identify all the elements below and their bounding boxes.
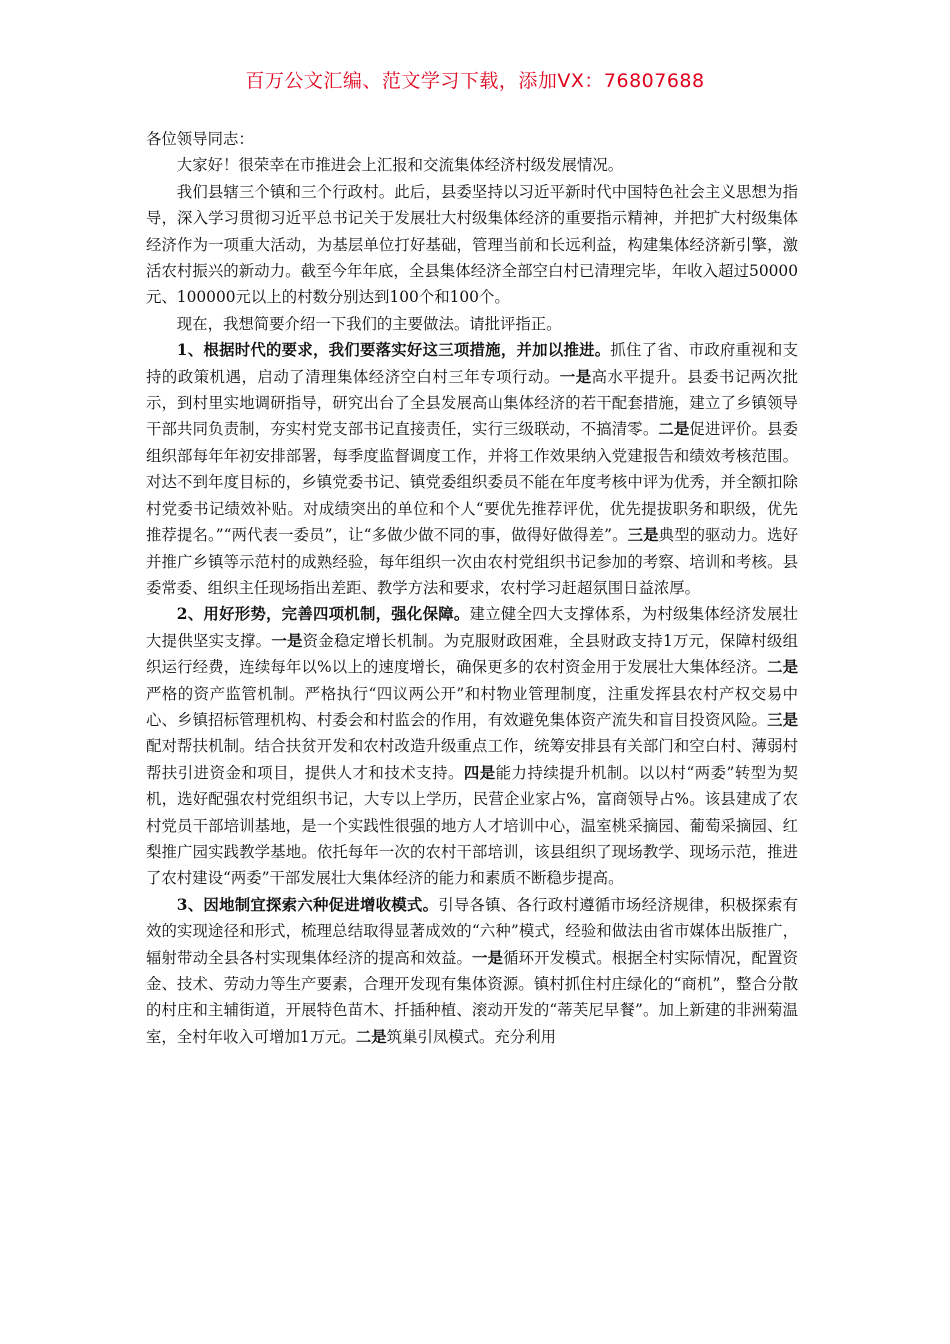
section-2 [146, 601, 798, 891]
section-1-point-1-text: 高水平提升。县委书记两次批示，到村里实地调研指导，研究出台了全县发展高山集体经济的若干配套措施，建立了乡镇领导干部共同负责制，夯实村党支部书记直接责任，实行三级联动，不搞清零。 [146, 367, 798, 439]
section-2-point-4-text: 能力持续提升机制。以以村“两委”转型为契机，选好配强农村党组织书记，大专以上学历，民营企业家占%，富商领导占%。该县建成了农村党员干部培训基地，是一个实践性很强的地方人才培训中心，温室桃采摘园、葡萄采摘园、红梨推广园实践教学基地。依托每年一次的农村干部培训，该县组织了现场教学、现场示范，推进了农村建设“两委”干部发展壮大集体经济的能力和素质不断稳步提高。 [146, 763, 798, 888]
section-2-point-2-text: 严格的资产监管机制。严格执行“四议两公开”和村物业管理制度，注重发挥县农村产权交易中心、乡镇招标管理机构、村委会和村监会的作用，有效避免集体资产流失和盲目投资风险。 [146, 684, 798, 729]
section-1-point-2-marker: 二是 [658, 420, 690, 439]
section-2-heading: 2、用好形势，完善四项机制，强化保障。 [176, 605, 470, 624]
section-2-point-1-text: 资金稳定增长机制。为克服财政困难，全县财政支持1万元，保障村级组织运行经费，连续每年以%以上的速度增长，确保更多的农村资金用于发展壮大集体经济。 [146, 631, 798, 677]
section-2-point-1-marker: 一是 [271, 631, 303, 650]
section-2-point-4-marker: 四是 [463, 763, 496, 782]
section-3-text: 引导各镇、各行政村遵循市场经济规律，积极探索有效的实现途径和形式，梳理总结取得显著成效的“六种”模式，经验和做法由省市媒体出版推广，辐射带动全县各村实现集体经济的提高和效益。 [146, 895, 798, 967]
paragraph-greeting: 大家好！很荣幸在市推进会上汇报和交流集体经济村级发展情况。 [176, 156, 624, 175]
section-3-point-1-marker: 一是 [472, 948, 504, 967]
section-1 [146, 337, 798, 601]
section-2-point-3-marker: 三是 [767, 710, 798, 729]
section-1-text: 抓住了省、市政府重视和支持的政策机遇，启动了清理集体经济空白村三年专项行动。 [146, 341, 798, 386]
section-3 [146, 892, 798, 1050]
paragraph-overview: 我们县辖三个镇和三个行政村。此后，县委坚持以习近平新时代中国特色社会主义思想为指导，深入学习贯彻习近平总书记关于发展壮大村级集体经济的重要指示精神，并把扩大村级集体经济作为一项重大活动，为基层单位打好基础，管理当前和长远利益，构建集体经济新引擎，激活农村振兴的新动力。截至今年年底，全县集体经济全部空白村已清理完毕，年收入超过50000元、100000元以上的村数分别达到100个和100个。 [146, 182, 798, 307]
section-1-point-3-text: 典型的驱动力。选好并推广乡镇等示范村的成熟经验，每年组织一次由农村党组织书记参加的考察、培训和考核。县委常委、组织主任现场指出差距、教学方法和要求，农村学习赶超氛围日益浓厚。 [146, 526, 798, 597]
paragraph-intro: 现在，我想简要介绍一下我们的主要做法。请批评指正。 [176, 314, 562, 333]
section-1-point-3-marker: 三是 [627, 526, 659, 545]
section-3-point-2-marker: 二是 [355, 1027, 387, 1046]
section-3-point-1-text: 循环开发模式。根据全村实际情况，配置资金、技术、劳动力等生产要素，合理开发现有集体资源。镇村抓住村庄绿化的“商机”，整合分散的村庄和主辅街道，开展特色苗木、扦插种植、滚动开发的“蒂芙尼早餐”。加上新建的非洲菊温室，全村年收入可增加1万元。 [146, 948, 798, 1046]
section-1-point-1-marker: 一是 [559, 367, 592, 386]
page-header-banner: 百万公文汇编、范文学习下载，添加VX：76807688 [245, 70, 705, 92]
document-body [146, 126, 798, 1050]
section-1-heading: 1、根据时代的要求，我们要落实好这三项措施，并加以推进。 [176, 341, 611, 360]
section-3-heading: 3、因地制宜探索六种促进增收模式。 [176, 895, 439, 914]
section-2-point-3-text: 配对帮扶机制。结合扶贫开发和农村改造升级重点工作，统筹安排县有关部门和空白村、薄弱村帮扶引进资金和项目，提供人才和技术支持。 [146, 737, 798, 782]
salutation: 各位领导同志： [146, 130, 254, 148]
section-1-point-2-text: 促进评价。县委组织部每年年初安排部署，每季度监督调度工作，并将工作效果纳入党建报告和绩效考核范围。对达不到年度目标的，乡镇党委书记、镇党委组织委员不能在年度考核中评为优秀，并全额扣除村党委书记绩效补贴。对成绩突出的单位和个人“要优先推荐评优，优先提拔职务和职级，优先推荐提名。”“两代表一委员”，让“多做少做不同的事，做得好做得差”。 [146, 420, 798, 545]
section-2-point-2-marker: 二是 [767, 658, 798, 677]
section-3-point-2-text: 筑巢引凤模式。充分利用 [386, 1027, 556, 1046]
section-2-text: 建立健全四大支撑体系，为村级集体经济发展壮大提供坚实支撑。 [146, 605, 798, 650]
